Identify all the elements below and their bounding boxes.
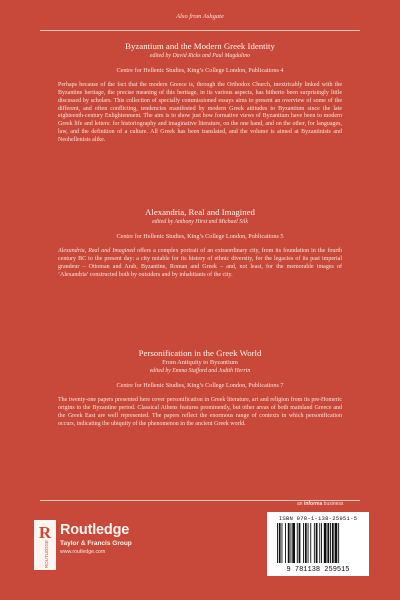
book-series: Centre for Hellenic Studies, King’s College London, Publications 4 <box>116 67 284 74</box>
book-editors: edited by David Ricks and Paul Magdalino <box>149 53 251 59</box>
barcode-bar <box>292 523 295 563</box>
book-title: Personification in the Greek World <box>138 348 262 358</box>
brand-name: Routledge <box>60 522 130 538</box>
book-description: Perhaps because of the fact that the modern Greece is, through the Orthodox Church, inextricably linked with the Byzantine heritage, the precise meaning of this heritage, in its various aspects, has hitherto been surprisingly little discussed by scholars. This collection of specially commissioned essays aims to present an overview of some of the different, and often conflicting, tendencies manifested by modern Greek attitudes to Byzantium since the late eighteenth-century Enlightenment. The aim is to show just how formative views of Byzantium have been to modern Greek life and letters: for historiography and imaginative literature, on the one hand, and on the other, for languages, law, and the definition of a culture. All Greek has been translated, and the volume is aimed at Byzantinists and Neohellenists alike. <box>58 82 342 143</box>
logo-vertical-text: ROUTLEDGE <box>44 539 49 568</box>
barcode-bar <box>282 523 283 563</box>
barcode-bar <box>305 523 307 563</box>
barcode-bar <box>335 523 338 563</box>
book-description-body: offers a complex portrait of an extraordinary city, from its foundation in the fourth century BC to the present day: a city notable for its history of ethnic diversity, for the legacies of its past imperial grandeur – Ottoman and Arab, Byzantine, Roman and Greek – and, not least, for the memorable images of ‘Alexandria’ constructed both by outsiders and by inhabitants of the city. <box>58 248 342 278</box>
book-title: Byzantium and the Modern Greek Identity <box>125 41 275 51</box>
barcode-bar <box>321 523 322 563</box>
barcode-bar <box>332 523 334 563</box>
book-subtitle: From Antiquity to Byzantium <box>162 359 238 366</box>
barcode-bar <box>327 523 329 563</box>
barcode-digits: 9 781138 259515 <box>286 566 350 573</box>
book-description <box>58 248 342 279</box>
informa-suffix: business <box>322 501 344 507</box>
barcode-bars <box>277 523 339 563</box>
barcode-bar <box>291 523 292 563</box>
barcode-bar <box>285 523 286 563</box>
header-label: Also from Ashgate <box>176 13 224 20</box>
book-entry-alexandria <box>58 207 342 279</box>
brand-group: Taylor & Francis Group <box>60 540 132 547</box>
barcode-bar <box>316 523 318 563</box>
book-entry-byzantium <box>58 41 342 145</box>
barcode-bar <box>288 523 290 563</box>
book-title: Alexandria, Real and Imagined <box>145 207 255 217</box>
book-series: Centre for Hellenic Studies, King’s College London, Publications 5 <box>116 233 284 240</box>
barcode-bar <box>297 523 298 563</box>
barcode-icon <box>273 523 363 573</box>
barcode-bar <box>330 523 331 563</box>
book-description: The twenty-one papers presented here cover personification in Greek literature, art and religion from its pre-Homeric origins to the Byzantine period. Classical Athens features prominently, but other areas of both mainland Greece and the Greek East are well represented. The papers reflect the enormous range of contexts in which personification occurs, indicating the ubiquity of the phenomenon in the ancient Greek world. <box>58 397 342 427</box>
isbn-text: ISBN 978-1-138-25951-5 <box>278 515 358 522</box>
barcode-bar <box>308 523 309 563</box>
informa-business-label <box>297 501 343 507</box>
barcode-bar <box>303 523 304 563</box>
barcode-bar <box>277 523 278 563</box>
book-editors: edited by Emma Stafford and Judith Herrin <box>149 368 251 374</box>
book-series: Centre for Hellenic Studies, King’s College London, Publications 7 <box>116 382 284 389</box>
brand-url: www.routledge.com <box>60 549 106 555</box>
barcode-box <box>267 512 369 576</box>
book-description-title: Alexandria, Real and Imagined <box>58 248 136 254</box>
informa-prefix: an <box>297 501 304 507</box>
barcode-bar <box>299 523 301 563</box>
barcode-bar <box>279 523 281 563</box>
routledge-r-logo-icon <box>34 520 56 570</box>
barcode-bar <box>324 523 327 563</box>
barcode-bar <box>314 523 315 563</box>
book-editors: edited by Anthony Hirst and Michael Silk <box>152 219 248 225</box>
top-rule <box>40 30 360 31</box>
barcode-bar <box>310 523 311 563</box>
routledge-logo <box>34 518 174 578</box>
barcode-bar <box>338 523 339 563</box>
barcode-bar <box>319 523 320 563</box>
book-entry-personification <box>58 348 342 428</box>
svg-text:R: R <box>38 523 52 542</box>
informa-brand: informa <box>303 501 323 507</box>
